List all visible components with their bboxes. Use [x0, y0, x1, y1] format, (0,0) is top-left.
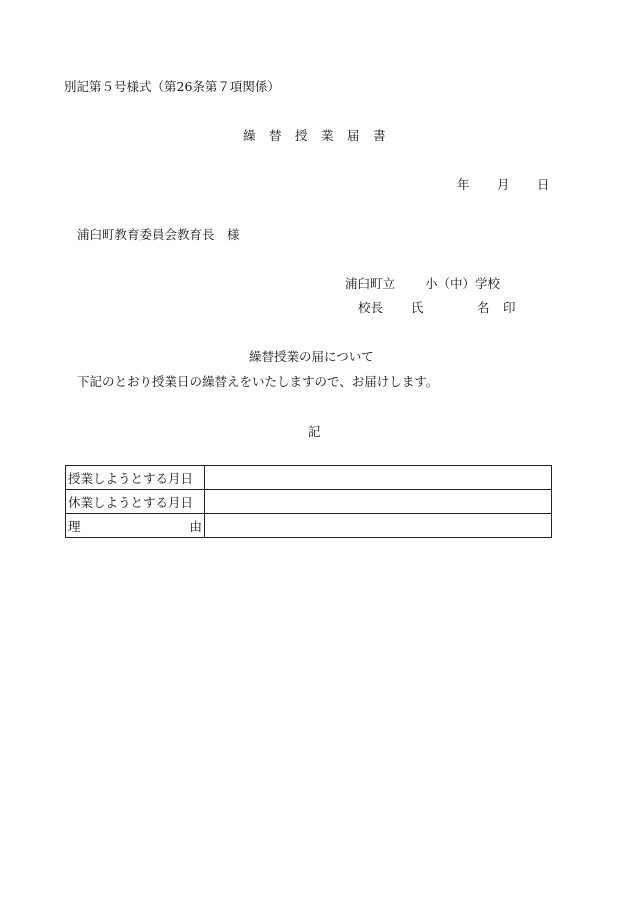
- form-number: 別記第５号様式（第26条第７項関係）: [64, 79, 280, 94]
- addressee: 浦臼町教育委員会教育長 様: [77, 227, 240, 242]
- schedule-table: [65, 465, 552, 538]
- title-char: 替: [269, 128, 282, 143]
- seal-label: 印: [503, 300, 516, 315]
- class-date-label: 授業しようとする月日: [66, 466, 205, 490]
- principal-label: 校長: [358, 300, 384, 315]
- reason-label: [66, 514, 205, 538]
- title-char: 書: [373, 128, 386, 143]
- body-text: 下記のとおり授業日の繰替えをいたしますので、お届けします。: [77, 374, 439, 389]
- title-char: 届: [347, 128, 360, 143]
- table-row: [66, 514, 552, 538]
- date-year-label: 年: [457, 177, 470, 192]
- school-type: 小（中）学校: [425, 276, 501, 291]
- table-row: [66, 490, 552, 514]
- date-day-label: 日: [537, 177, 550, 192]
- reason-label-second: 由: [189, 518, 202, 534]
- holiday-date-field[interactable]: [205, 490, 552, 514]
- title-char: 授: [295, 128, 308, 143]
- class-date-field[interactable]: [205, 466, 552, 490]
- subject-line: 繰替授業の届について: [249, 349, 374, 364]
- ki-heading: 記: [308, 424, 321, 439]
- title-char: 業: [321, 128, 334, 143]
- name-label-first: 氏: [411, 300, 424, 315]
- title-char: 繰: [243, 128, 256, 143]
- name-label-second: 名: [477, 300, 490, 315]
- date-month-label: 月: [497, 177, 510, 192]
- table-row: [66, 466, 552, 490]
- school-prefix: 浦臼町立: [345, 276, 396, 291]
- reason-label-first: 理: [68, 518, 81, 534]
- reason-field[interactable]: [205, 514, 552, 538]
- document-title: [243, 128, 393, 146]
- holiday-date-label: 休業しようとする月日: [66, 490, 205, 514]
